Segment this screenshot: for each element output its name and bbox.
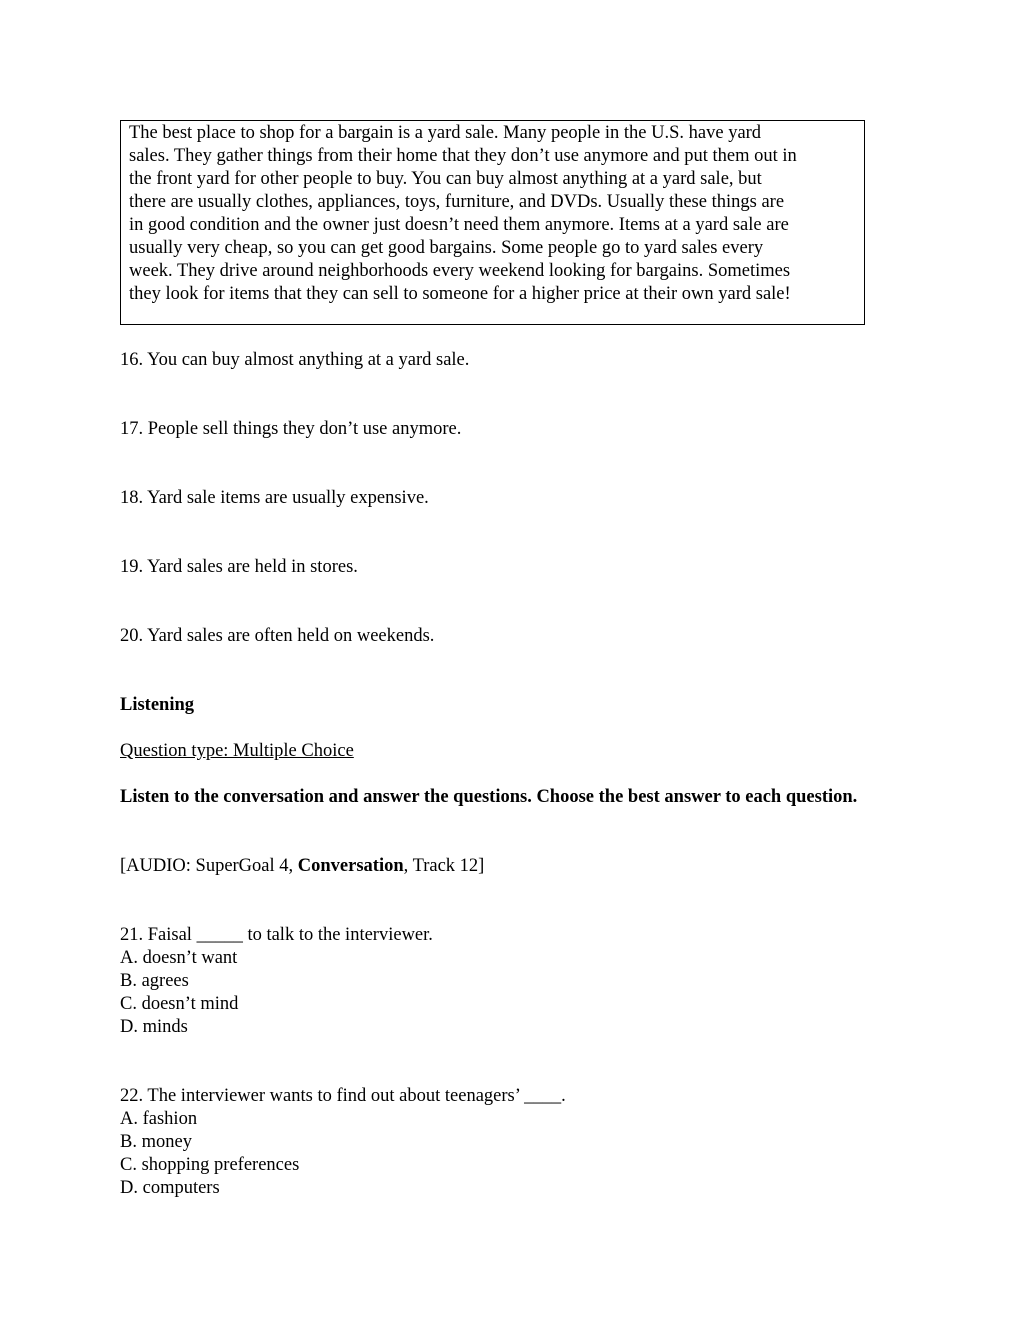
- audio-reference: [120, 855, 484, 878]
- answer-option[interactable]: A. doesn’t want: [120, 948, 238, 968]
- statement-16: 16. You can buy almost anything at a yard sale.: [120, 350, 470, 370]
- passage-line: the front yard for other people to buy. You can buy almost anything at a yard sale, but: [129, 169, 762, 189]
- answer-option[interactable]: C. shopping preferences: [120, 1155, 300, 1175]
- passage-line: there are usually clothes, appliances, toys, furniture, and DVDs. Usually these things are: [129, 192, 785, 212]
- passage-line: they look for items that they can sell to someone for a higher price at their own yard sale!: [129, 284, 791, 304]
- passage-line: sales. They gather things from their home that they don’t use anymore and put them out in: [129, 146, 797, 166]
- audio-reference-title: Conversation: [297, 856, 404, 876]
- audio-reference-prefix: [AUDIO: SuperGoal 4,: [120, 856, 298, 876]
- answer-option[interactable]: B. agrees: [120, 971, 189, 991]
- question-stem: 22. The interviewer wants to find out about teenagers’ ____.: [120, 1086, 566, 1106]
- passage-line: in good condition and the owner just doesn’t need them anymore. Items at a yard sale are: [129, 215, 789, 235]
- passage-line: usually very cheap, so you can get good bargains. Some people go to yard sales every: [129, 238, 764, 258]
- passage-line: The best place to shop for a bargain is a yard sale. Many people in the U.S. have yard: [129, 123, 762, 143]
- answer-option[interactable]: D. minds: [120, 1017, 188, 1037]
- question-stem: 21. Faisal _____ to talk to the interviewer.: [120, 925, 433, 945]
- passage-line: week. They drive around neighborhoods every weekend looking for bargains. Sometimes: [129, 261, 791, 281]
- listening-instructions: Listen to the conversation and answer the questions. Choose the best answer to each question.: [120, 787, 858, 807]
- answer-option[interactable]: D. computers: [120, 1178, 220, 1198]
- answer-option[interactable]: B. money: [120, 1132, 192, 1152]
- statement-19: 19. Yard sales are held in stores.: [120, 557, 358, 577]
- audio-reference-suffix: , Track 12]: [403, 856, 485, 876]
- answer-option[interactable]: C. doesn’t mind: [120, 994, 239, 1014]
- reading-passage-box: [120, 120, 865, 325]
- statement-20: 20. Yard sales are often held on weekends.: [120, 626, 435, 646]
- question-22: [120, 1085, 566, 1200]
- answer-option[interactable]: A. fashion: [120, 1109, 198, 1129]
- statement-18: 18. Yard sale items are usually expensive.: [120, 488, 429, 508]
- question-type-label: Question type: Multiple Choice: [120, 741, 354, 761]
- statement-17: 17. People sell things they don’t use anymore.: [120, 419, 462, 439]
- section-heading-listening: Listening: [120, 695, 195, 715]
- question-21: [120, 924, 433, 1039]
